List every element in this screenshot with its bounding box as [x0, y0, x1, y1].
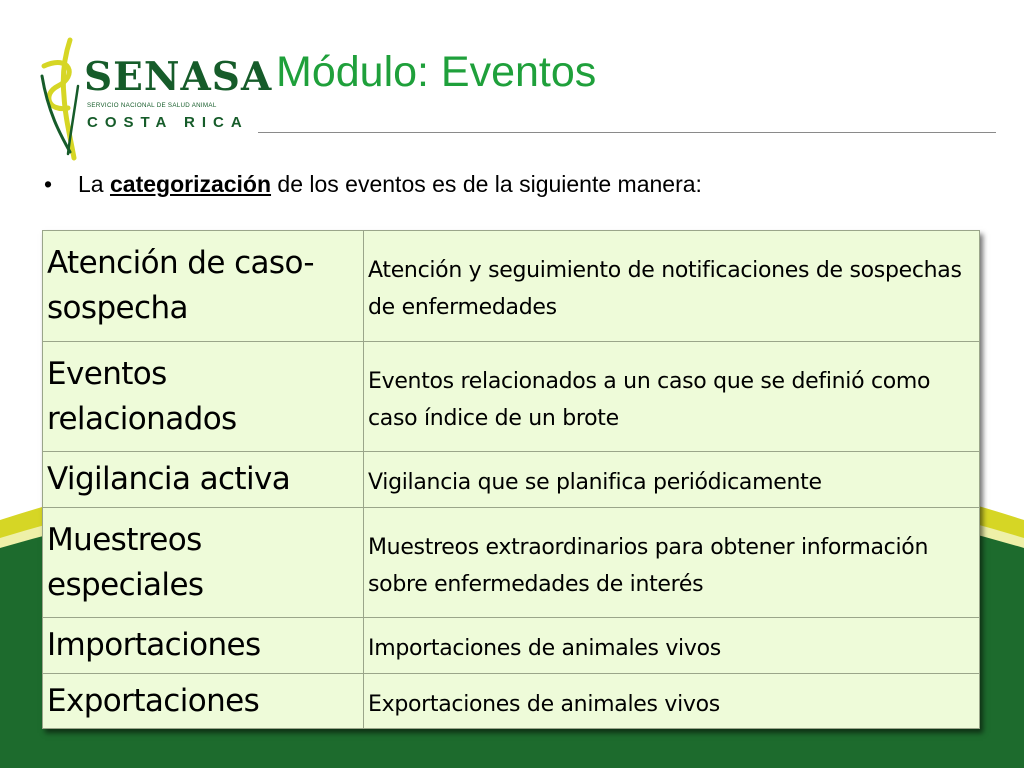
bullet-keyword: categorización	[109, 171, 272, 197]
category-cell: Eventos relacionados	[43, 342, 364, 452]
logo-wordmark: SENASA	[84, 54, 273, 100]
event-categories-table	[42, 230, 980, 729]
table-row	[43, 342, 980, 452]
category-cell: Atención de caso-sospecha	[43, 231, 364, 342]
description-cell: Muestreos extraordinarios para obtener información sobre enfermedades de interés	[364, 508, 980, 618]
bullet-prefix: La	[78, 171, 104, 197]
category-cell: Exportaciones	[43, 674, 364, 729]
bullet-suffix: de los eventos es de la siguiente manera:	[277, 171, 702, 197]
category-cell: Importaciones	[43, 618, 364, 674]
table-row	[43, 452, 980, 508]
description-cell: Vigilancia que se planifica periódicamente	[364, 452, 980, 508]
description-cell: Eventos relacionados a un caso que se definió como caso índice de un brote	[364, 342, 980, 452]
intro-bullet	[44, 171, 702, 198]
bullet-icon: •	[44, 171, 53, 197]
description-cell: Importaciones de animales vivos	[364, 618, 980, 674]
logo-country: COSTA RICA	[87, 114, 249, 131]
senasa-logo	[34, 36, 273, 162]
title-divider	[258, 132, 996, 133]
category-cell: Vigilancia activa	[43, 452, 364, 508]
logo-subtitle: SERVICIO NACIONAL DE SALUD ANIMAL	[87, 102, 217, 109]
category-cell: Muestreos especiales	[43, 508, 364, 618]
description-cell: Exportaciones de animales vivos	[364, 674, 980, 729]
description-cell: Atención y seguimiento de notificaciones de sospechas de enfermedades	[364, 231, 980, 342]
page-title: Módulo: Eventos	[276, 48, 597, 96]
table-row	[43, 231, 980, 342]
table-row	[43, 508, 980, 618]
table-row	[43, 674, 980, 729]
table-row	[43, 618, 980, 674]
